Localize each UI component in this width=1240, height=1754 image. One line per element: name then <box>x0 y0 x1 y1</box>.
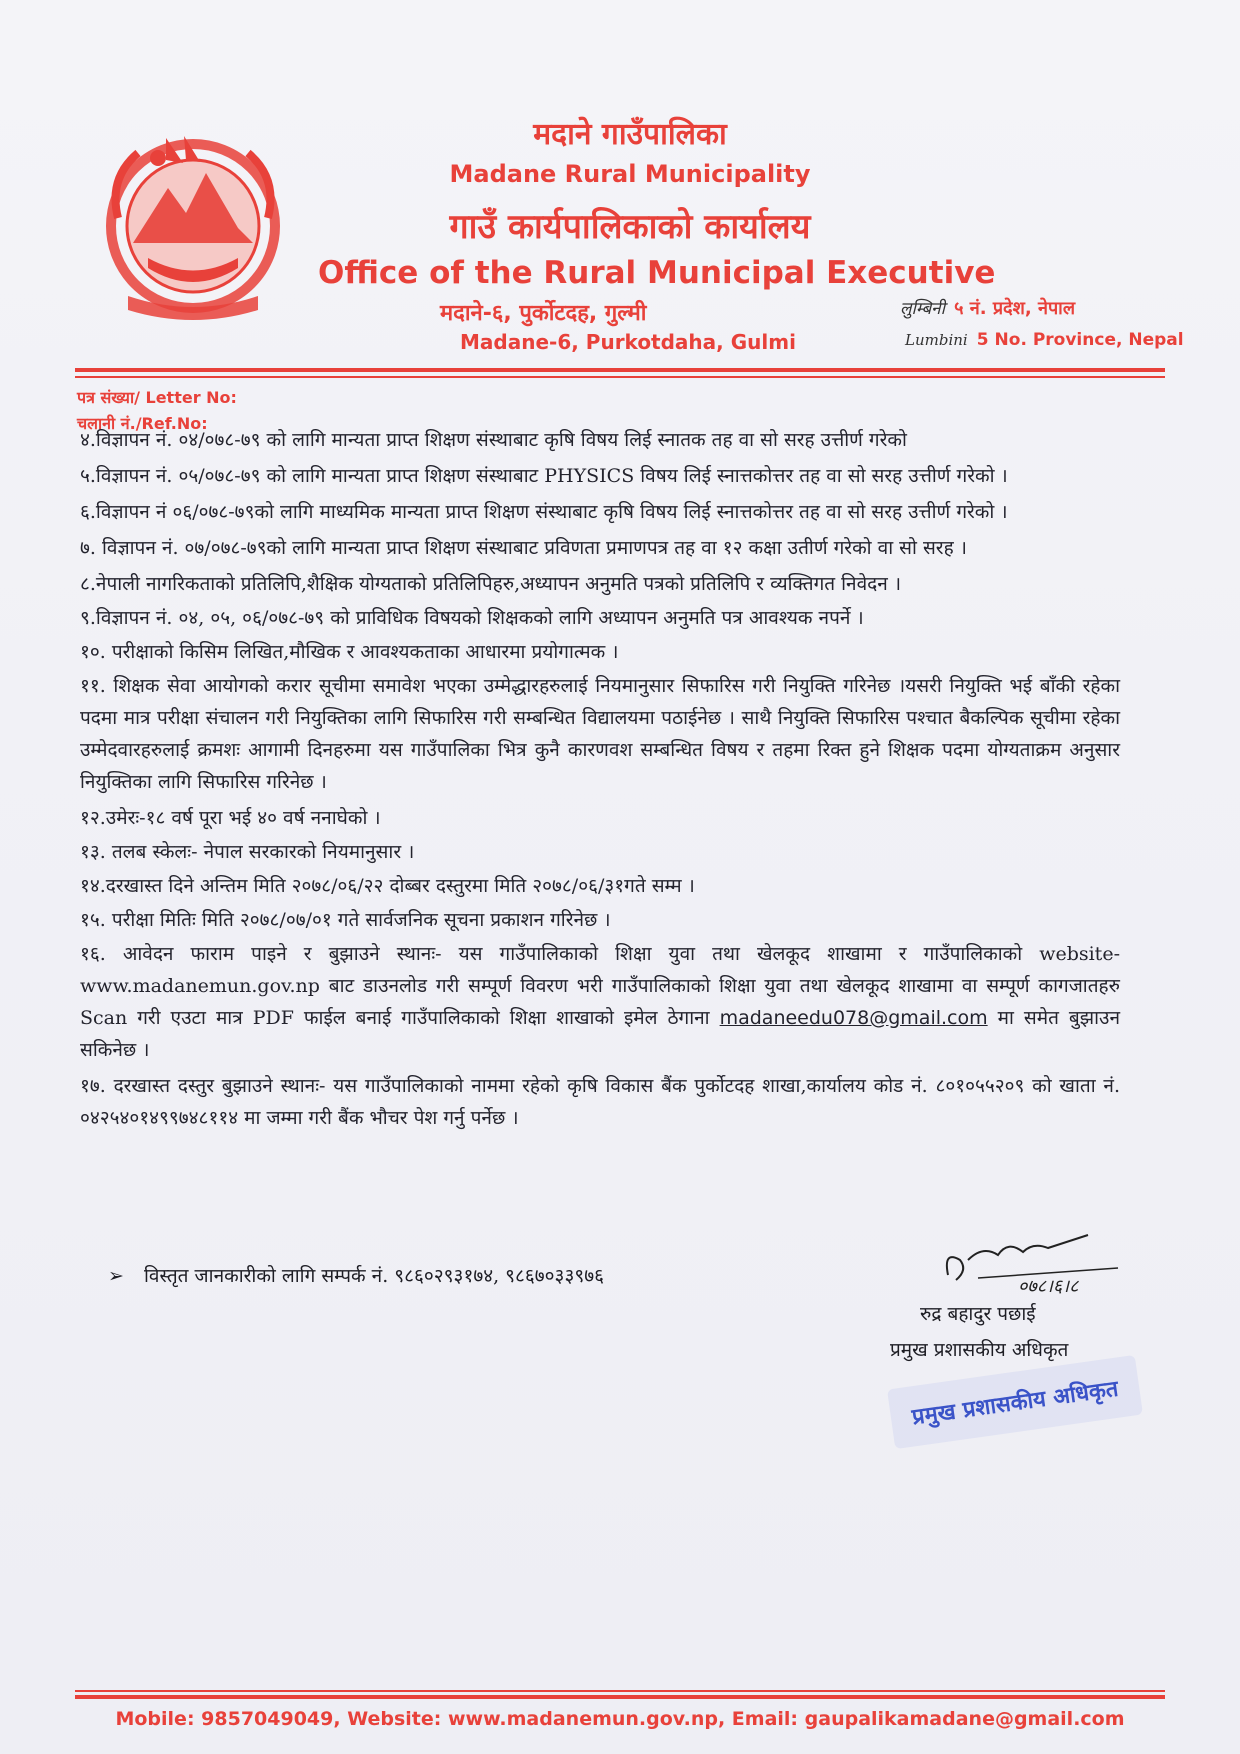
nepal-emblem-icon <box>88 118 298 328</box>
official-stamp: प्रमुख प्रशासकीय अधिकृत <box>887 1355 1143 1449</box>
clause-16-end: मा समेत बुझाउन सकिनेछ । <box>80 1007 1120 1061</box>
clause-15: १५. परीक्षा मितिः मिति २०७८/०७/०१ गते सार्वजनिक सूचना प्रकाशन गरिनेछ । <box>80 909 611 931</box>
education-email-link[interactable]: madaneedu078@gmail.com <box>719 1007 988 1029</box>
office-name-en: Office of the Rural Municipal Executive <box>318 255 996 291</box>
province-en-line <box>905 330 1184 350</box>
clause-5: ५.विज्ञापन नं. ०५/०७८-७९ को लागि मान्यता प्राप्त शिक्षण संस्थाबाट PHYSICS विषय लिई स्नात्तकोत्तर तह वा सो सरह उत्तीर्ण गरेको । <box>80 465 1008 487</box>
municipality-name-np: मदाने गाउँपालिका <box>533 117 727 152</box>
clause-14: १४.दरखास्त दिने अन्तिम मिति २०७८/०६/२२ दोब्बर दस्तुरमा मिति २०७८/०६/३१गते सम्म । <box>80 875 695 897</box>
header-rule-thick <box>75 368 1165 372</box>
signature-date: ०७८।६।८ <box>1018 1276 1079 1297</box>
province-en: 5 No. Province, Nepal <box>976 330 1184 350</box>
clause-13: १३. तलब स्केलः- नेपाल सरकारको नियमानुसार । <box>80 841 415 863</box>
clause-4: ४.विज्ञापन नं. ०४/०७८-७९ को लागि मान्यता प्राप्त शिक्षण संस्थाबाट कृषि विषय लिई स्नातक तह वा सो सरह उत्तीर्ण गरेको <box>80 429 907 451</box>
municipality-name-en: Madane Rural Municipality <box>449 160 811 188</box>
province-np: ५ नं. प्रदेश, नेपाल <box>954 298 1076 319</box>
clause-17: १७. दरखास्त दस्तुर बुझाउने स्थानः- यस गाउँपालिकाको नाममा रहेको कृषि विकास बैंक पुर्कोटदह शाखा,कार्यालय कोड नं. ८०१०५५२०९ को खाता नं. ०४२५४०१४९९७४८११४ मा जम्मा गरी बैंक भौचर पेश गर्नु पर्नेछ । <box>80 1075 1120 1129</box>
clause-16-text: १६. आवेदन फाराम पाइने र बुझाउने स्थानः- यस गाउँपालिकाको शिक्षा युवा तथा खेलकूद शाखामा र गाउँपालिकाको website-www.madanemun.gov.np बाट डाउनलोड गरी सम्पूर्ण विवरण भरी गाउँपालिकाको शिक्षा युवा तथा खेलकूद शाखामा वा सम्पूर्ण कागजातहरु Scan गरी एउटा मात्र PDF फाईल बनाई गाउँपालिकाको शिक्षा शाखाको इमेल ठेगाना <box>80 943 1120 1029</box>
clause-11: ११. शिक्षक सेवा आयोगको करार सूचीमा समावेश भएका उम्मेद्धारहरुलाई नियमानुसार सिफारिस गरी नियुक्ति गरिनेछ ।यसरी नियुक्ति भई बाँकी रहेका पदमा मात्र परीक्षा संचालन गरी नियुक्तिका लागि सिफारिस गरी सम्बन्धित विद्यालयमा पठाईनेछ । साथै नियुक्ति सिफारिस पश्चात बैकल्पिक सूचीमा रहेका उम्मेदवारहरुलाई क्रमशः आगामी दिनहरुमा यस गाउँपालिका भित्र कुनै कारणवश सम्बन्धित विषय र तहमा रिक्त हुने शिक्षक पदमा योग्यताक्रम अनुसार नियुक्तिका लागि सिफारिस गरिनेछ । <box>80 675 1120 793</box>
footer-contact: Mobile: 9857049049, Website: www.madanemun.gov.np, Email: gaupalikamadane@gmail.com <box>115 1708 1125 1730</box>
clause-9: ९.विज्ञापन नं. ०४, ०५, ०६/०७८-७९ को प्राविधिक विषयको शिक्षकको लागि अध्यापन अनुमति पत्र आवश्यक नपर्ने । <box>80 607 864 629</box>
signer-title: प्रमुख प्रशासकीय अधिकृत <box>890 1339 1069 1361</box>
clause-7: ७. विज्ञापन नं. ०७/०७८-७९को लागि मान्यता प्राप्त शिक्षण संस्थाबाट प्रविणता प्रमाणपत्र तह वा १२ कक्षा उतीर्ण गरेको वा सो सरह । <box>80 537 967 559</box>
clause-8: ८.नेपाली नागरिकताको प्रतिलिपि,शैक्षिक योग्यताको प्रतिलिपिहरु,अध्यापन अनुमति पत्रको प्रतिलिपि र व्यक्तिगत निवेदन । <box>80 573 902 595</box>
bullet-arrow-icon: ➢ <box>108 1265 124 1287</box>
footer-rule-thick <box>75 1695 1165 1699</box>
footer-rule-thin <box>75 1690 1165 1692</box>
office-name-np: गाउँ कार्यपालिकाको कार्यालय <box>449 207 811 247</box>
province-np-line <box>900 296 1075 320</box>
ref-number-label: चलानी नं./Ref.No: <box>77 414 208 433</box>
clause-6: ६.विज्ञापन नं ०६/०७८-७९को लागि माध्यमिक मान्यता प्राप्त शिक्षण संस्थाबाट कृषि विषय लिई स्नात्तकोत्तर तह वा सो सरह उत्तीर्ण गरेको । <box>80 501 1008 523</box>
province-handwritten: लुम्बिनी <box>900 299 945 319</box>
contact-line <box>108 1262 604 1288</box>
signature-mark <box>938 1230 1128 1300</box>
signer-name: रुद्र बहादुर पछाई <box>920 1303 1036 1325</box>
notice-body <box>80 424 1120 1138</box>
address-en: Madane-6, Purkotdaha, Gulmi <box>460 330 796 354</box>
contact-text: विस्तृत जानकारीको लागि सम्पर्क नं. ९८६०२९३१७४, ९८६७०३३९७६ <box>143 1265 604 1287</box>
letter-number-label: पत्र संख्या/ Letter No: <box>77 388 237 407</box>
clause-12: १२.उमेरः-१८ वर्ष पूरा भई ४० वर्ष ननाघेको । <box>80 807 381 829</box>
clause-16 <box>80 938 1120 1066</box>
province-handwritten-en: Lumbini <box>905 331 968 349</box>
header-rule-thin <box>75 376 1165 378</box>
clause-10: १०. परीक्षाको किसिम लिखित,मौखिक र आवश्यकताका आधारमा प्रयोगात्मक । <box>80 641 619 663</box>
address-np: मदाने-६, पुर्कोटदह, गुल्मी <box>440 301 647 326</box>
